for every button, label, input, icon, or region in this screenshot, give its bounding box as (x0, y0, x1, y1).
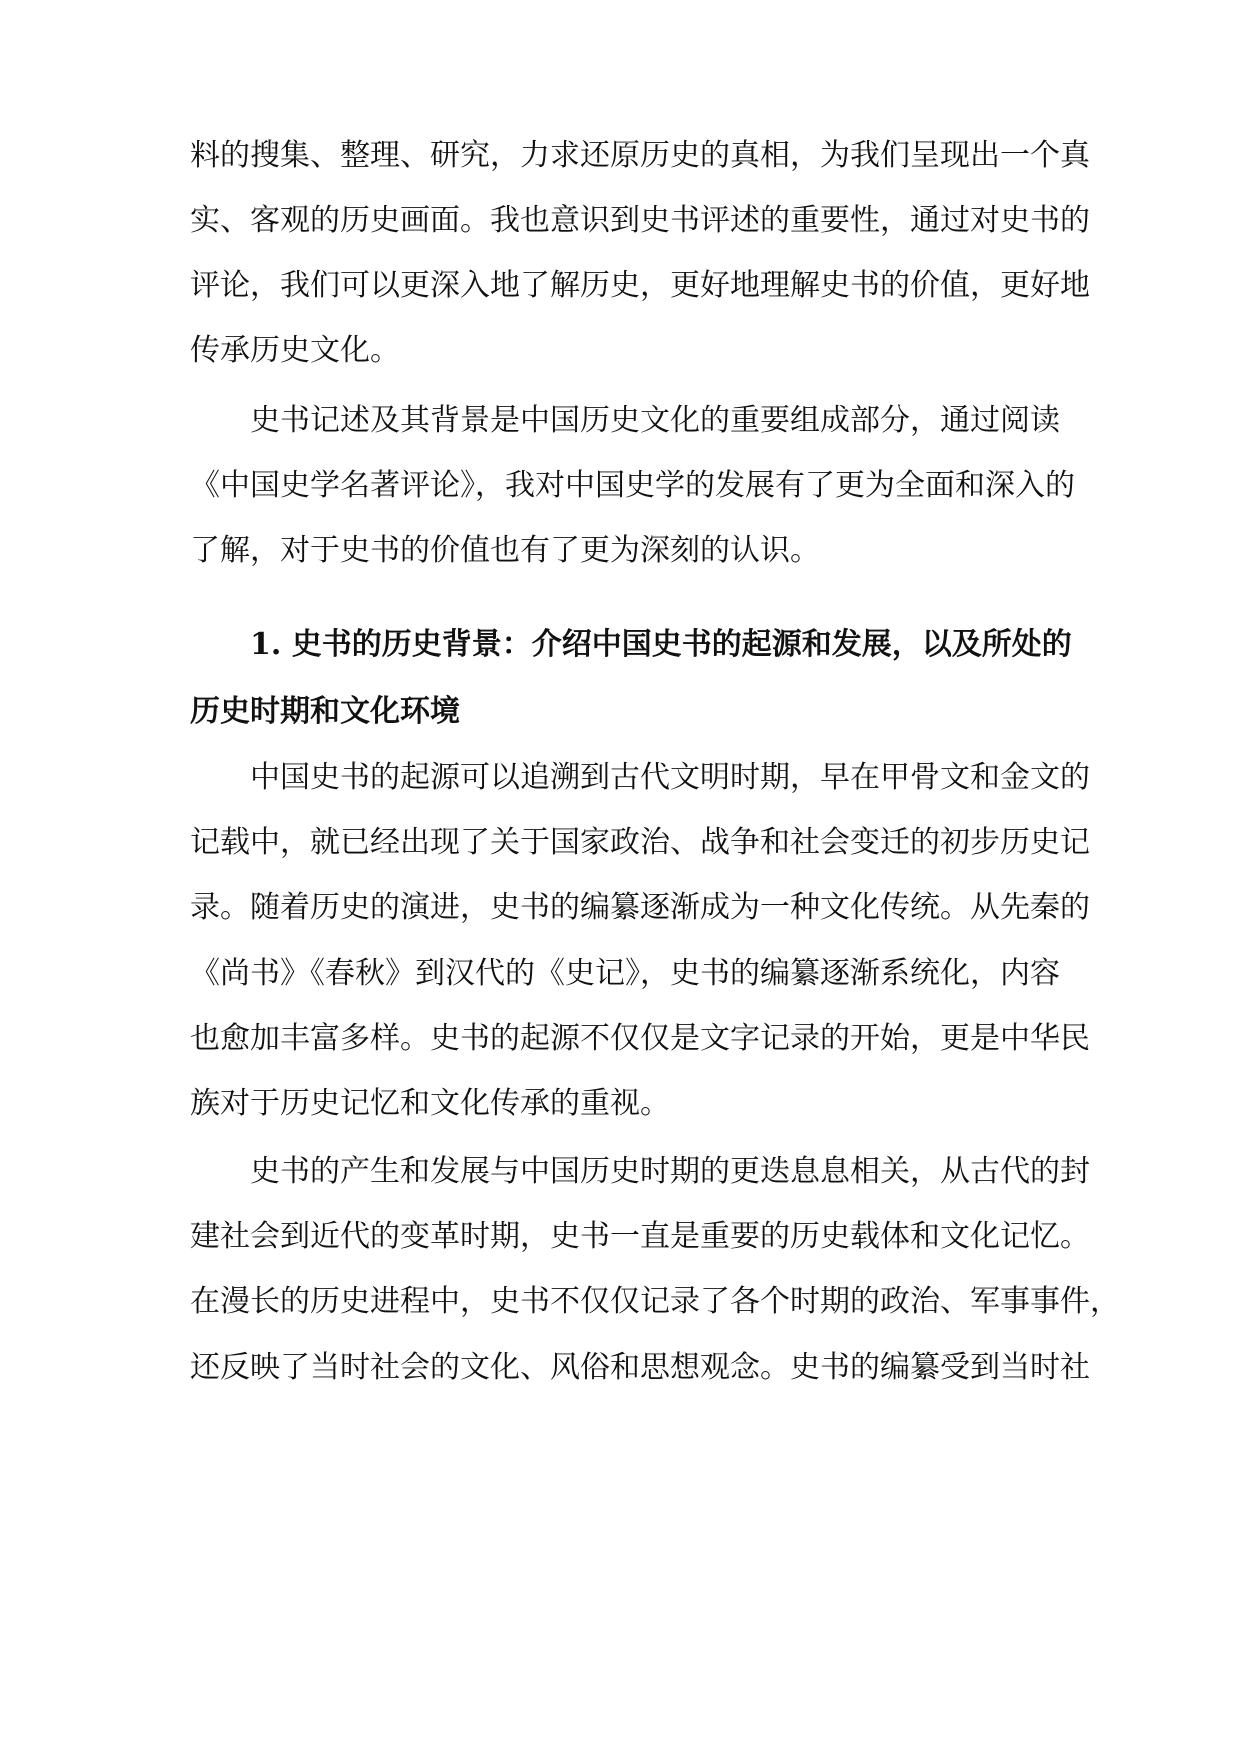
paragraph-1-line-1: 料的搜集、整理、研究，力求还原历史的真相，为我们呈现出一个真 (190, 138, 1090, 173)
paragraph-4-line-1: 史书的产生和发展与中国历史时期的更迭息息相关，从古代的封 (250, 1154, 1090, 1189)
paragraph-3-line-3: 录。随着历史的演进，史书的编纂逐渐成为一种文化传统。从先秦的 (190, 890, 1090, 925)
paragraph-2-line-3: 了解，对于史书的价值也有了更为深刻的认识。 (190, 533, 820, 568)
paragraph-1-line-2: 实、客观的历史画面。我也意识到史书评述的重要性，通过对史书的 (190, 203, 1090, 238)
paragraph-4-line-3: 在漫长的历史进程中，史书不仅仅记录了各个时期的政治、军事事件， (190, 1284, 1120, 1319)
paragraph-3-line-1: 中国史书的起源可以追溯到古代文明时期，早在甲骨文和金文的 (250, 760, 1090, 795)
paragraph-2-line-1: 史书记述及其背景是中国历史文化的重要组成部分，通过阅读 (250, 403, 1060, 438)
paragraph-4-line-2: 建社会到近代的变革时期，史书一直是重要的历史载体和文化记忆。 (190, 1219, 1090, 1254)
paragraph-3-line-2: 记载中，就已经出现了关于国家政治、战争和社会变迁的初步历史记 (190, 825, 1090, 860)
paragraph-2-line-2: 《中国史学名著评论》，我对中国史学的发展有了更为全面和深入的 (190, 468, 1075, 503)
paragraph-3-line-6: 族对于历史记忆和文化传承的重视。 (190, 1086, 670, 1121)
paragraph-3-line-4: 《尚书》《春秋》到汉代的《史记》，史书的编纂逐渐系统化，内容 (190, 956, 1060, 991)
section-heading-line-1: 1. 史书的历史背景：介绍中国史书的起源和发展，以及所处的 (250, 627, 1072, 662)
paragraph-3-line-5: 也愈加丰富多样。史书的起源不仅仅是文字记录的开始，更是中华民 (190, 1021, 1090, 1056)
paragraph-1-line-3: 评论，我们可以更深入地了解历史，更好地理解史书的价值，更好地 (190, 268, 1090, 303)
section-heading-line-2: 历史时期和文化环境 (190, 694, 460, 729)
paragraph-4-line-4: 还反映了当时社会的文化、风俗和思想观念。史书的编纂受到当时社 (190, 1350, 1090, 1385)
paragraph-1-line-4: 传承历史文化。 (190, 333, 400, 368)
